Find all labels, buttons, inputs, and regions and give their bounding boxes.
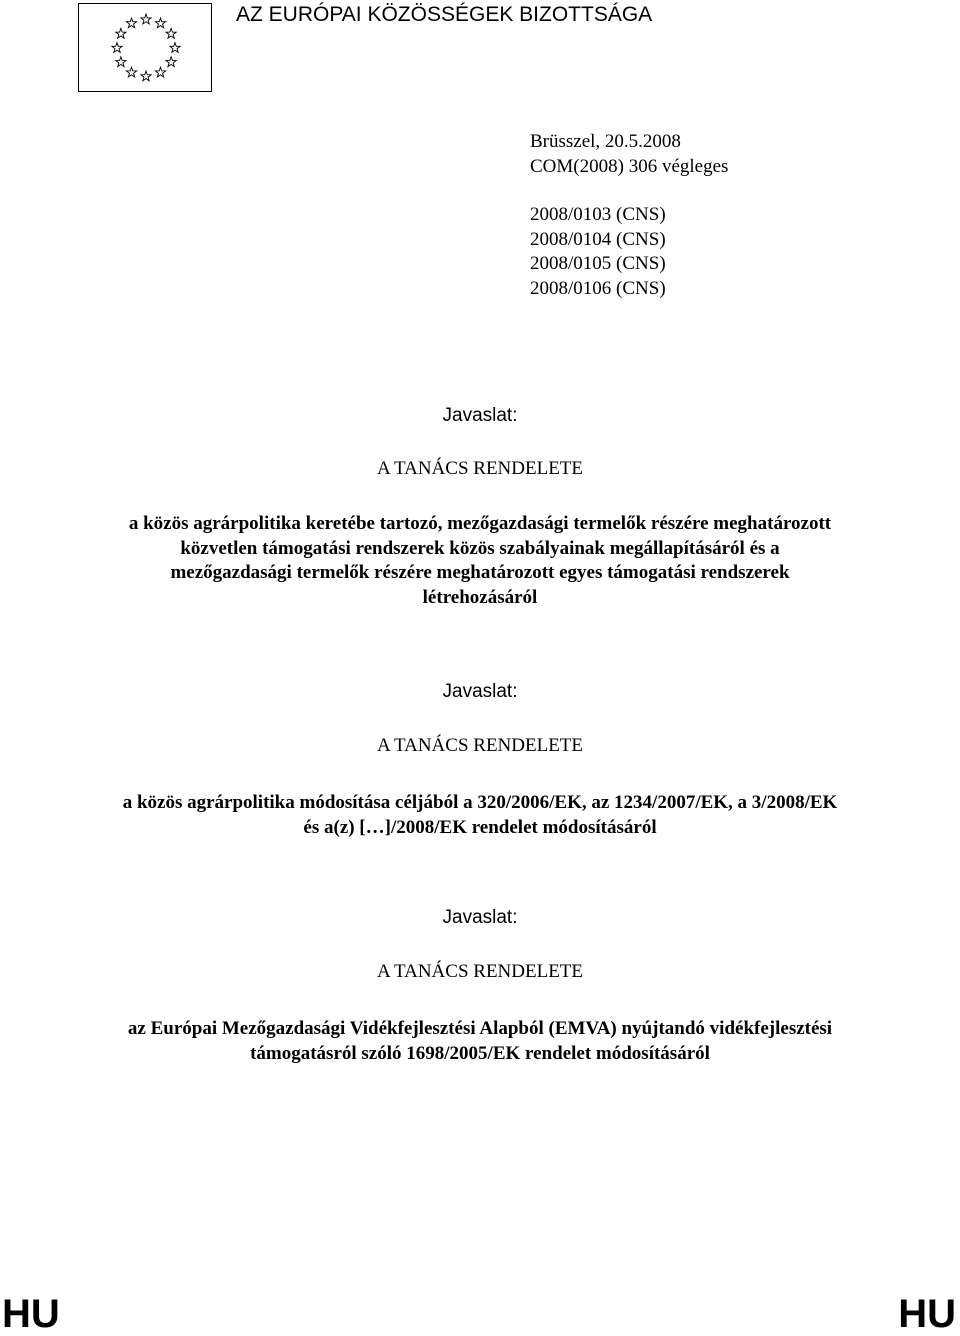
proposal-description-line: támogatásról szóló 1698/2005/EK rendelet módosításáról <box>250 1043 710 1064</box>
star-icon <box>170 43 180 53</box>
proposal-description-line: és a(z) […]/2008/EK rendelet módosításáról <box>303 817 657 838</box>
star-icon <box>155 67 165 77</box>
proposal-description-line: mezőgazdasági termelők részére meghatározott egyes támogatási rendszerek <box>170 562 790 583</box>
proposal-title: A TANÁCS RENDELETE <box>376 961 584 982</box>
star-icon <box>126 67 136 77</box>
proposal-title: A TANÁCS RENDELETE <box>376 458 584 479</box>
proposal-description-line: létrehozásáról <box>422 587 538 608</box>
procedure-number: 2008/0103 (CNS) <box>530 204 666 225</box>
star-icon <box>166 28 176 38</box>
procedure-number: 2008/0105 (CNS) <box>530 253 666 274</box>
proposal-description-line: az Európai Mezőgazdasági Vidékfejlesztési Alapból (EMVA) nyújtandó vidékfejlesztési <box>127 1018 833 1039</box>
star-icon <box>112 43 122 53</box>
proposal-label: Javaslat: <box>442 405 518 426</box>
star-icon <box>141 14 151 24</box>
proposal-description-line: közvetlen támogatási rendszerek közös szabályainak megállapításáról és a <box>180 538 780 559</box>
proposal-title: A TANÁCS RENDELETE <box>376 735 584 756</box>
eu-flag-icon <box>78 3 212 92</box>
star-icon <box>116 57 126 67</box>
procedure-number: 2008/0104 (CNS) <box>530 229 666 250</box>
eu-stars-icon <box>79 4 213 93</box>
organization-name: AZ EURÓPAI KÖZÖSSÉGEK BIZOTTSÁGA <box>236 3 653 26</box>
star-icon <box>141 71 151 81</box>
proposal-label: Javaslat: <box>442 681 518 702</box>
procedure-number: 2008/0106 (CNS) <box>530 278 666 299</box>
star-icon <box>166 57 176 67</box>
proposal-label: Javaslat: <box>442 907 518 928</box>
star-icon <box>116 28 126 38</box>
document-reference: COM(2008) 306 végleges <box>530 156 729 177</box>
star-icon <box>126 18 136 28</box>
proposal-description-line: a közös agrárpolitika módosítása céljából a 320/2006/EK, az 1234/2007/EK, a 3/2008/EK <box>122 792 838 813</box>
language-code-right: HU <box>898 1292 956 1336</box>
star-icon <box>155 18 165 28</box>
place-date: Brüsszel, 20.5.2008 <box>530 131 681 152</box>
language-code-left: HU <box>2 1292 60 1336</box>
proposal-description-line: a közös agrárpolitika keretébe tartozó, mezőgazdasági termelők részére meghatározott <box>128 513 832 534</box>
